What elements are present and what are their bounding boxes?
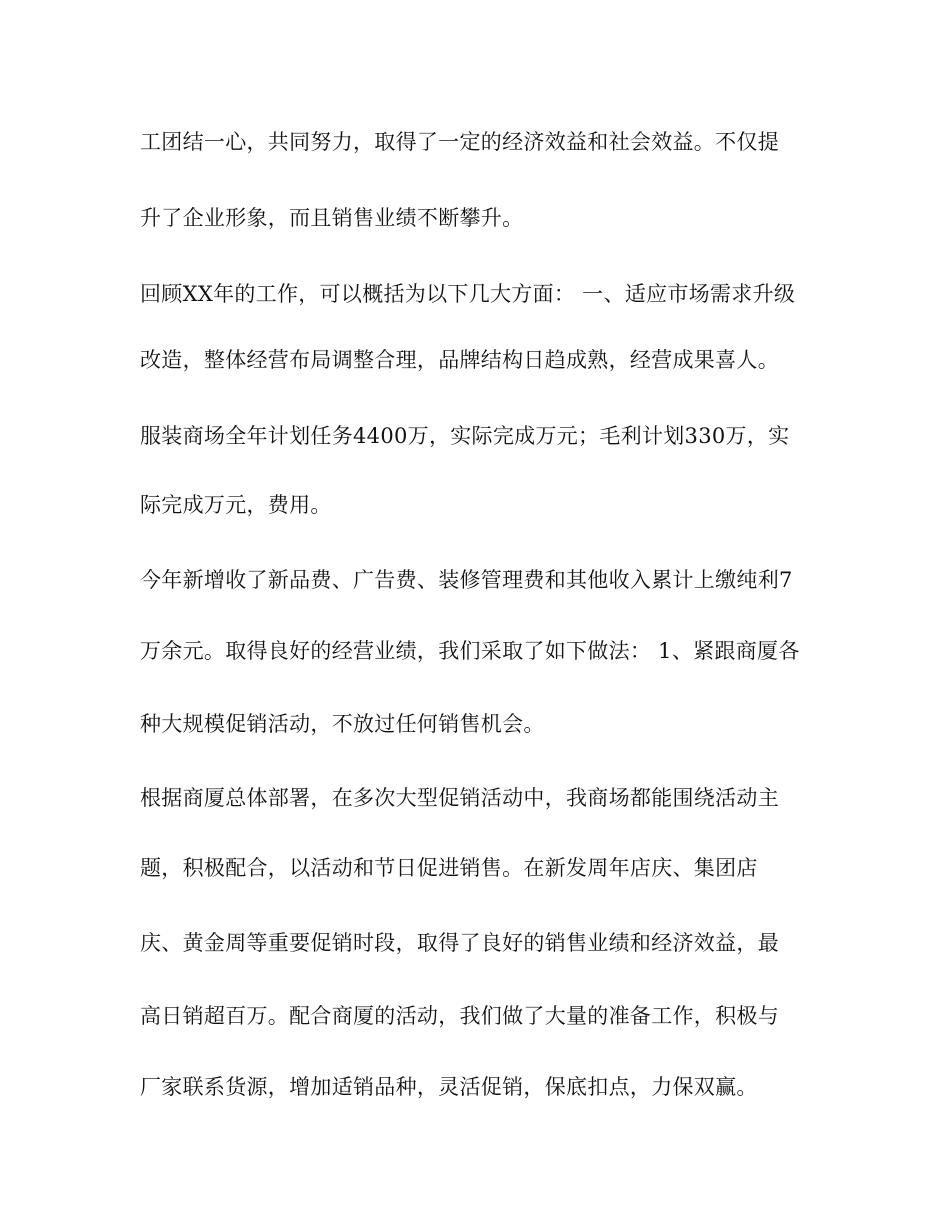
paragraph-line: 厂家联系货源，增加适销品种，灵活促销，保底扣点，力保双赢。 [140,1075,758,1099]
paragraph-line: 际完成万元，费用。 [140,493,332,517]
paragraph-line: 根据商厦总体部署，在多次大型促销活动中，我商场都能围绕活动主 [140,786,779,810]
paragraph-line: 万余元。取得良好的经营业绩，我们采取了如下做法： 1、紧跟商厦各 [140,639,800,663]
paragraph-line: 工团结一心，共同努力，取得了一定的经济效益和社会效益。不仅提 [140,130,779,154]
paragraph-line: 回顾XX年的工作，可以概括为以下几大方面： 一、适应市场需求升级 [140,282,796,306]
paragraph-line: 种大规模促销活动，不放过任何销售机会。 [140,712,545,736]
paragraph-line: 高日销超百万。配合商厦的活动，我们做了大量的准备工作，积极与 [140,1004,779,1028]
paragraph-line: 题，积极配合，以活动和节日促进销售。在新发周年店庆、集团店 [140,856,758,880]
paragraph-line: 今年新增收了新品费、广告费、装修管理费和其他收入累计上缴纯利7 [140,568,793,592]
paragraph-line: 升了企业形象，而且销售业绩不断攀升。 [140,206,524,230]
paragraph-line: 改造，整体经营布局调整合理，品牌结构日趋成熟，经营成果喜人。 [140,348,779,372]
paragraph-line: 服装商场全年计划任务4400万，实际完成万元；毛利计划330万，实 [140,424,790,448]
paragraph-line: 庆、黄金周等重要促销时段，取得了良好的销售业绩和经济效益，最 [140,931,779,955]
